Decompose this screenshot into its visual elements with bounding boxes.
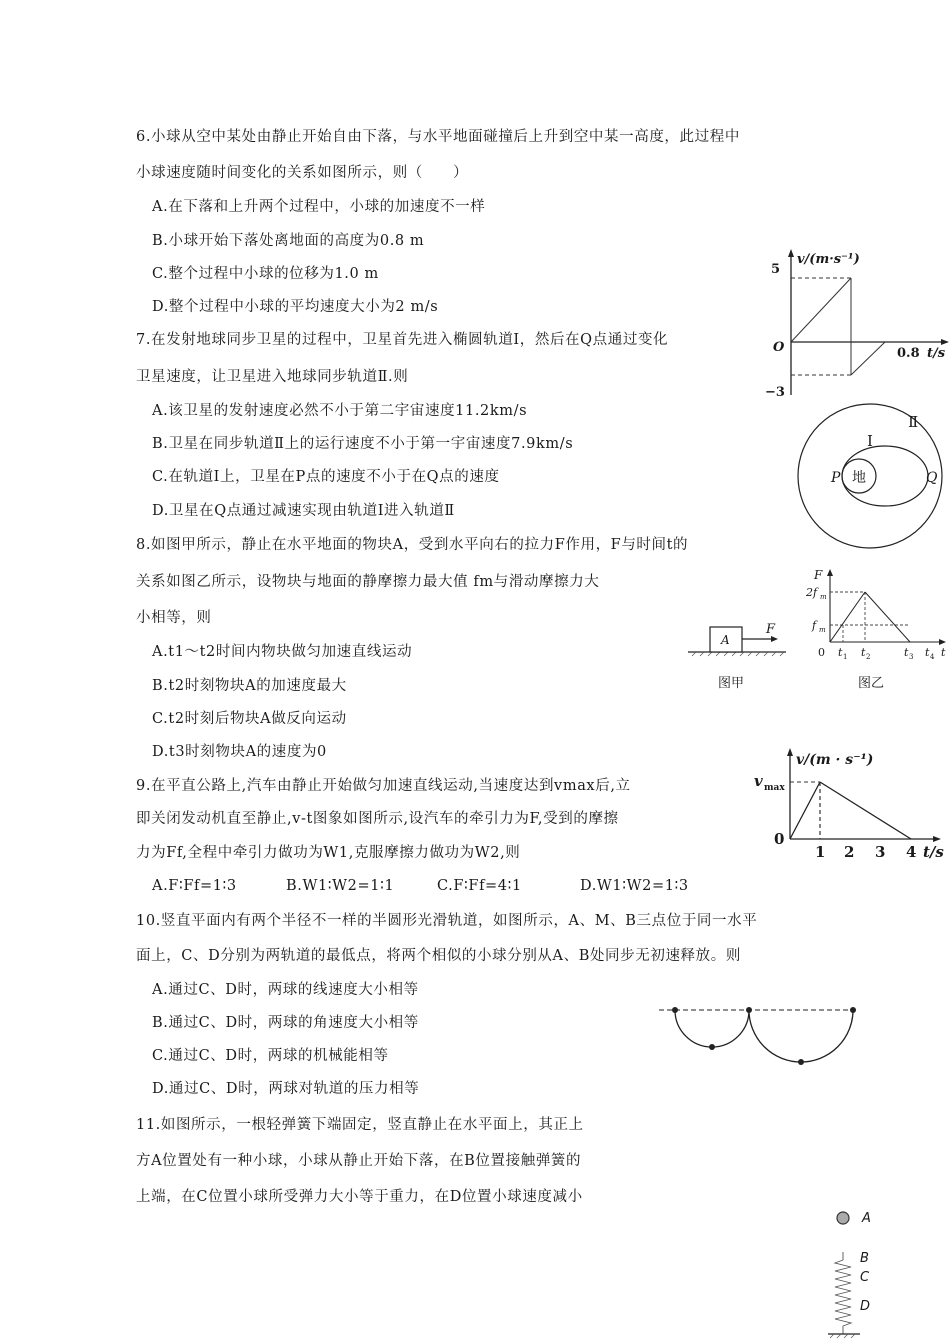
- label-c: C: [860, 1270, 870, 1285]
- q9-stem-line3: 力为Ff,全程中牵引力做功为W1,克服摩擦力做功为W2,则: [136, 845, 521, 861]
- q9-option-a: A.F∶Ff=1∶3: [152, 878, 237, 894]
- q9-tick-1: 1: [815, 843, 826, 861]
- q7-orbit-diagram: [795, 408, 950, 533]
- q9-option-c: C.F∶Ff=4∶1: [437, 878, 522, 894]
- point-m: [746, 1007, 752, 1013]
- tick-t2-sub: 2: [866, 653, 871, 661]
- q6-stem-line2: 小球速度随时间变化的关系如图所示，则（ ）: [136, 165, 469, 181]
- q9-option-b: B.W1∶W2=1∶1: [286, 878, 395, 894]
- force-f-label: F: [766, 622, 776, 637]
- q8-figure-b-graph: [800, 565, 950, 695]
- tick-2fm-sub: m: [820, 593, 827, 601]
- q6-option-c: C.整个过程中小球的位移为1.0 m: [152, 266, 379, 282]
- q8-option-d: D.t3时刻物块A的速度为0: [152, 744, 327, 760]
- point-p-label: P: [831, 470, 841, 486]
- block-a-label: A: [721, 633, 730, 647]
- q6-graph-origin: O: [773, 340, 785, 355]
- label-d: D: [860, 1299, 871, 1314]
- q8-stem-line1: 8.如图甲所示，静止在水平地面的物块A，受到水平向右的拉力F作用，F与时间t的: [136, 537, 689, 553]
- figure-b-caption: 图乙: [858, 676, 885, 691]
- figure-a-caption: 图甲: [718, 676, 745, 691]
- q9-option-d: D.W1∶W2=1∶3: [580, 878, 689, 894]
- q8-figure-a: [688, 615, 788, 695]
- label-a: A: [862, 1211, 871, 1226]
- tick-t1-sub: 1: [843, 653, 848, 661]
- q9-graph-xlabel: t/s: [923, 843, 944, 861]
- q8-option-b: B.t2时刻物块A的加速度最大: [152, 678, 347, 694]
- tick-t4-sub: 4: [930, 653, 935, 661]
- q7-option-d: D.卫星在Q点通过减速实现由轨道Ⅰ进入轨道Ⅱ: [152, 503, 455, 519]
- earth-label: 地: [852, 470, 866, 486]
- q6-graph-xlabel: t/s: [927, 346, 946, 361]
- q10-option-b: B.通过C、D时，两球的角速度大小相等: [152, 1015, 419, 1031]
- q6-option-a: A.在下落和上升两个过程中，小球的加速度不一样: [152, 199, 486, 215]
- q7-option-a: A.该卫星的发射速度必然不小于第二宇宙速度11.2km/s: [152, 403, 528, 419]
- label-b: B: [860, 1251, 869, 1266]
- q10-option-a: A.通过C、D时，两球的线速度大小相等: [152, 982, 419, 998]
- point-c: [709, 1044, 715, 1050]
- q9-graph-vmax-sub: max: [764, 783, 785, 793]
- q10-option-c: C.通过C、D时，两球的机械能相等: [152, 1048, 389, 1064]
- q7-stem-line2: 卫星速度，让卫星进入地球同步轨道Ⅱ.则: [136, 369, 409, 385]
- tick-fm-sub: m: [819, 626, 826, 634]
- q6-graph-y-top: 5: [771, 262, 781, 277]
- tick-2fm: 2f: [806, 586, 818, 599]
- q6-graph-x-tick: 0.8: [897, 346, 920, 361]
- q10-track-diagram: [655, 998, 865, 1070]
- tick-t2: t: [861, 646, 866, 659]
- graph-b-xlabel: t: [941, 646, 946, 659]
- tick-t4: t: [925, 646, 930, 659]
- q11-spring-diagram: [822, 1200, 892, 1344]
- tick-t3-sub: 3: [909, 653, 914, 661]
- tick-t3: t: [904, 646, 909, 659]
- point-d: [798, 1059, 804, 1065]
- q8-option-c: C.t2时刻后物块A做反向运动: [152, 711, 347, 727]
- q10-stem-line2: 面上，C、D分别为两轨道的最低点，将两个相似的小球分别从A、B处同步无初速释放。则: [136, 948, 741, 964]
- q8-option-a: A.t1～t2时间内物块做匀加速直线运动: [152, 644, 413, 660]
- q9-graph-ylabel: v/(m · s⁻¹): [796, 752, 874, 768]
- ball: [837, 1212, 849, 1224]
- q7-option-b: B.卫星在同步轨道Ⅱ上的运行速度不小于第一宇宙速度7.9km/s: [152, 436, 574, 452]
- q6-option-b: B.小球开始下落处离地面的高度为0.8 m: [152, 233, 425, 249]
- q6-stem-line1: 6.小球从空中某处由静止开始自由下落，与水平地面碰撞后上升到空中某一高度，此过程中: [136, 129, 740, 145]
- q8-stem-line3: 小相等，则: [136, 610, 212, 626]
- q10-option-d: D.通过C、D时，两球对轨道的压力相等: [152, 1081, 420, 1097]
- q8-stem-line2: 关系如图乙所示，设物块与地面的静摩擦力最大值 fm与滑动摩擦力大: [136, 574, 600, 590]
- q9-stem-line1: 9.在平直公路上,汽车由静止开始做匀加速直线运动,当速度达到vmax后,立: [136, 778, 631, 794]
- q6-option-d: D.整个过程中小球的平均速度大小为2 m/s: [152, 299, 439, 315]
- q11-stem-line3: 上端，在C位置小球所受弹力大小等于重力，在D位置小球速度减小: [136, 1189, 583, 1205]
- point-b: [850, 1007, 856, 1013]
- q9-graph-vmax: v: [754, 772, 763, 790]
- orbit-2: [798, 404, 942, 548]
- q11-stem-line1: 11.如图所示，一根轻弹簧下端固定，竖直静止在水平面上，其正上: [136, 1117, 584, 1133]
- q7-stem-line1: 7.在发射地球同步卫星的过程中，卫星首先进入椭圆轨道Ⅰ，然后在Q点通过变化: [136, 332, 669, 348]
- graph-b-origin: 0: [818, 646, 825, 659]
- q9-tick-3: 3: [875, 843, 886, 861]
- tick-t1: t: [838, 646, 843, 659]
- spring: [835, 1252, 851, 1334]
- q10-stem-line1: 10.竖直平面内有两个半径不一样的半圆形光滑轨道，如图所示，A、M、B三点位于同一水平: [136, 913, 758, 929]
- q9-tick-4: 4: [906, 843, 917, 861]
- orbit-1-label: Ⅰ: [867, 432, 873, 450]
- graph-b-ylabel: F: [814, 568, 823, 582]
- q6-graph-y-bottom: −3: [765, 385, 785, 400]
- small-semicircle-track: [675, 1010, 749, 1047]
- q9-tick-2: 2: [844, 843, 855, 861]
- q11-stem-line2: 方A位置处有一种小球，小球从静止开始下落，在B位置接触弹簧的: [136, 1153, 582, 1169]
- q7-option-c: C.在轨道Ⅰ上，卫星在P点的速度不小于在Q点的速度: [152, 469, 500, 485]
- large-semicircle-track: [749, 1010, 853, 1062]
- orbit-2-label: Ⅱ: [908, 413, 919, 431]
- point-q-label: Q: [926, 470, 938, 486]
- q6-vt-graph: [755, 245, 950, 405]
- q9-vt-graph: [752, 742, 950, 862]
- q6-graph-ylabel: v/(m·s⁻¹): [797, 252, 860, 267]
- q9-graph-origin: 0: [774, 830, 785, 848]
- tick-fm: f: [812, 619, 817, 632]
- point-a: [672, 1007, 678, 1013]
- q9-stem-line2: 即关闭发动机直至静止,v-t图象如图所示,设汽车的牵引力为F,受到的摩擦: [136, 811, 619, 827]
